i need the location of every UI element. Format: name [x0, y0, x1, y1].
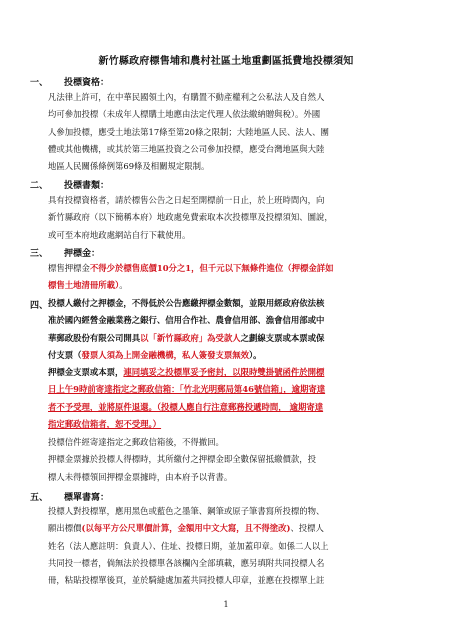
- paragraph-line: 體或其他機構，或其於第三地區投資之公司參加投標，應受台灣地區與大陸: [48, 143, 325, 154]
- highlighted-text: 標售土地清冊所載）: [48, 280, 120, 291]
- paragraph-line: 具有投標資格者，請於標售公告之日起至開標前一日止，於上班時間內，向: [48, 195, 325, 205]
- paragraph-line: 投標人對投標單，應用黑色或藍色之墨筆、鋼筆或原子筆書寫所投標的物、: [48, 506, 325, 516]
- section-4-body: [48, 295, 438, 433]
- paragraph-line: 投標人繳付之押標金，不得低於公告應繳押標金數額，並限用經政府依法核: [48, 298, 325, 308]
- text-run: 付支票（: [48, 349, 82, 360]
- text-run: 。: [119, 280, 128, 291]
- section-title: 投標資格：: [64, 78, 110, 88]
- highlighted-text: 連同填妥之投標單妥予密封，以限時雙掛號函件於開標: [123, 367, 325, 378]
- text-run: 押標金支票或本票，: [48, 367, 124, 378]
- section-1-heading: [30, 75, 109, 88]
- section-2-body: [48, 192, 438, 244]
- section-1-body: [48, 89, 438, 175]
- section-number: 一、: [30, 78, 49, 88]
- paragraph-line: 地區人民關係條例第69條及相關規定限制。: [48, 161, 210, 172]
- paragraph-line: 人參加投標，應受土地法第17條至第20條之限制；大陸地區人民、法人、團: [48, 126, 329, 137]
- highlighted-text: 不得少於標售底價10分之1，但千元以下無條件進位（押標金詳如: [89, 263, 334, 273]
- section-5-body: [48, 503, 438, 589]
- paragraph-line: [48, 364, 438, 381]
- paragraph-line: [48, 347, 438, 364]
- section-3-body: [48, 260, 438, 295]
- paragraph-line: 共同投一標者，倘無法於投標單各該欄內全部填載，應另填附共同投標人名: [48, 557, 325, 568]
- section-title: 押標金：: [64, 249, 101, 259]
- text-run: 、投標人: [290, 523, 324, 534]
- highlighted-text: 發票人須為上開金融機構，私人簽發支票無效: [81, 349, 249, 360]
- text-run: 願出標價: [48, 523, 82, 534]
- paragraph-line: 准於國內經營金融業務之銀行、信用合作社、農會信用部、漁會信用部或中: [48, 315, 325, 326]
- page-number: 1: [223, 600, 229, 609]
- paragraph-line: 者不予受理，並將原件退還。（投標人應自行注意郵務投遞時間， 逾期寄達: [48, 401, 324, 412]
- paragraph-line: 新竹縣政府（以下簡稱本府）地政處免費索取本次投標單及投標須知、圖說，: [48, 212, 333, 223]
- paragraph-line: 冊，粘貼投標單後頁，並於騎縫處加蓋共同投標人印章，並應在投標單上註: [48, 575, 325, 586]
- paragraph-line: [48, 330, 438, 347]
- paragraph-line: 標人未得標領回押標金票據時，由本府予以背書。: [48, 471, 233, 482]
- highlighted-text: (以每平方公尺單價計算，金額用中文大寫，且不得塗改): [81, 523, 291, 534]
- text-run: 華郵政股份有限公司開具: [48, 332, 141, 343]
- paragraph-line: [48, 520, 438, 537]
- section-4-body-cont: [48, 434, 438, 486]
- paragraph-line: 投標信件經寄達指定之郵政信箱後，不得撤回。: [48, 437, 224, 447]
- paragraph-line: 姓名（法人應註明：負責人）、住址、投標日期，並加蓋印章。如係二人以上: [48, 540, 329, 551]
- paragraph-line: 日上午9時前寄達指定之郵政信箱：「竹北光明郵局第46號信箱」，逾期寄達: [48, 384, 326, 395]
- section-2-heading: [30, 178, 109, 191]
- text-run: 標售押標金: [48, 263, 90, 273]
- paragraph-line: 指定郵政信箱者，恕不受理。）: [48, 419, 162, 430]
- paragraph-line: 均可參加投標（未成年人標購土地應由法定代理人依法繳納贈與稅）。外國: [48, 109, 321, 120]
- paragraph-line: [48, 260, 438, 277]
- paragraph-line: 凡法律上許可，在中華民國領土內，有購置不動產權利之公私法人及自然人: [48, 92, 325, 102]
- highlighted-text: 以「新竹縣政府」為受款人: [140, 332, 241, 343]
- section-number: 二、: [30, 181, 49, 191]
- section-title: 投標書類：: [64, 181, 110, 191]
- text-run: 之劃線支票或本票或保: [240, 332, 325, 343]
- paragraph-line: 押標金票據於投標人得標時，其所繳付之押標金即全數保留抵繳價款，投: [48, 454, 316, 465]
- section-title: 標單書寫：: [64, 493, 110, 503]
- paragraph-line: 或可至本府地政處網站自行下載使用。: [48, 229, 191, 240]
- section-5-heading: [30, 490, 109, 503]
- section-number: 四、: [30, 301, 49, 311]
- paragraph-line: [48, 277, 438, 294]
- section-number: 五、: [30, 493, 49, 503]
- document-title: 新竹縣政府標售埔和農村社區土地重劃區抵費地投標須知: [98, 56, 354, 67]
- section-number: 三、: [30, 249, 49, 259]
- text-run: ）。: [249, 349, 262, 360]
- section-3-heading: [30, 246, 100, 259]
